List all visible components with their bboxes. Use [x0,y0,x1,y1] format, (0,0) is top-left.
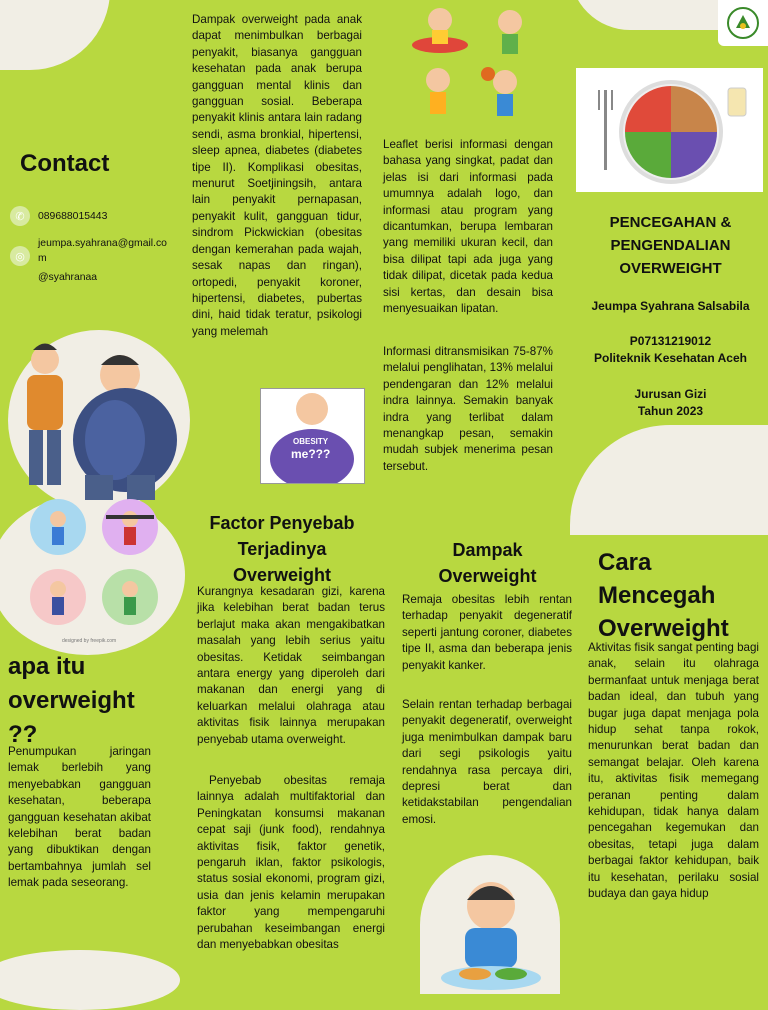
contact-section [15,150,190,295]
apa-itu-text: Penumpukan jaringan lemak berlebih yang menyebabkan gangguan kesehatan, beberapa gangguan kesehatan akibat kelebihan berat badan yang dibuktikan dengan bertambahnya jumlah sel lemak pada seseorang. [8,745,151,890]
factor-text-1: Kurangnya kesadaran gizi, karena jika kelebihan berat badan terus berlajut maka akan mengakibatkan masalah yang lebih serius yaitu obesitas. Ketidak seimbangan antara energy yang diperoleh dari makanan dan energi yang di keluarkan melalui olahraga atau aktivitas fisik lainnya merupakan penyebab utama overweight. [197,585,385,746]
shirt-line-2: me??? [291,447,331,461]
dampak-penyakit-text: Dampak overweight pada anak dapat menimbulkan berbagai penyakit, biasanya gangguan kesehatan pada anak berupa gangguan mental klinis dan gangguan sosial. Beberapa penyakit klinis antara lain radang sendi, asma bronkial, hipertensi, sleep apnea, diabetes (diabetes tipe II). Komplikasi obesitas, menurut Soetjiningsih, antara lain penyakit pernapasan, penyakit kulit, gangguan tidur, sindrom Pickwickian (obesitas dengan kemerahan pada wajah, sesak napas dan ringan), ortopedi, penyakit koroner, hipertensi, diabetes, pubertas dini, haid tidak teratur, psikologi yang melemah [192,13,362,338]
boy-eating-illustration [435,870,547,994]
dampak-text-1: Remaja obesitas lebih rentan terhadap penyakit degeneratif seperti jantung coroner, diabetes tipe II, asma dan beberapa jenis penyakit kanker. [402,593,572,672]
kids-playing-illustration [400,0,540,135]
image-credit: designed by freepik.com [62,638,117,644]
logo-badge [718,0,768,46]
leaflet-info-text: Leaflet berisi informasi dengan bahasa yang singkat, padat dan jelas isi dari informasi pada umumnya adalah logo, dan informasi atau program yang dicantumkan, berupa lembaran yang memiliki ukuran kecil, dan bisa dilipat tapi ada juga yang tidak dilipat, dicetak pada kedua sisi kertas, dan desain bisa menyesuaikan lipatan. [383,138,553,316]
contact-social[interactable]: @syahranaa [38,272,98,283]
factor-title: Factor Penyebab Terjadinya Overweight [209,513,355,585]
decor-blob-top-left [0,0,110,70]
cover-year: Tahun 2023 [637,404,704,418]
contact-email[interactable]: jeumpa.syahrana@gmail.com [38,238,167,264]
decor-blob-bottom-left [0,950,180,1010]
overweight-illustration [15,335,185,500]
cover-department: Jurusan Gizi [634,387,707,401]
healthy-plate-image [576,68,763,192]
obesity-shirt-illustration [260,388,365,484]
transmission-info-text: Informasi ditransmisikan 75-87% melalui penglihatan, 13% melalui pendengaran dan 12% melalui indra lainnya. Semakin banyak indra yang terlibat dalam menangkap pesan, semakin mudah subjek menerima pesan tersebut. [383,345,553,473]
kids-exercise-illustration [20,497,170,637]
shirt-line-1: OBESITY [293,437,329,446]
dampak-title: Dampak Overweight [438,540,537,586]
contact-phone: 089688015443 [38,211,108,222]
decor-blob-mid-right [570,425,768,535]
dampak-text-2: Selain rentan terhadap berbagai penyakit degeneratif, overweight juga menimbulkan dampak baru dari segi psikologis yaitu rendahnya rasa percaya diri, depresi berat dan ketidakstabilan pengendalian emosi. [402,698,572,826]
factor-text-2: Penyebab obesitas remaja lainnya adalah multifaktorial dan Peningkatan konsumsi makanan cepat saji (junk food), rendahnya aktivitas fisik, faktor genetik, pengaruh iklan, faktor psikologis, status sosial ekonomi, program gizi, usia dan jenis kelamin merupakan faktor yang mempengaruhi perubahan keseimbangan energi dan menyebabkan obesitas [197,774,385,952]
cara-title: Cara Mencegah Overweight [598,549,729,642]
cover-institution: Politeknik Kesehatan Aceh [594,351,747,365]
globe-icon: ◎ [10,246,30,266]
contact-title: Contact [20,150,110,177]
cover-author: Jeumpa Syahrana Salsabila [591,299,750,313]
phone-icon: ✆ [10,206,30,226]
apa-itu-title: apa itu overweight ?? [8,653,135,748]
cover-title: PENCEGAHAN & PENGENDALIAN OVERWEIGHT [609,214,732,277]
cover-nim: P07131219012 [629,334,712,348]
cara-text: Aktivitas fisik sangat penting bagi anak, selain itu olahraga bermanfaat untuk menjaga berat badan ideal, dan tubuh yang bugar juga dapat menjaga pola hidup sehat tanpa rokok, menurunkan berat badan dan semangat belajar. Oleh karena itu, aktivitas fisik memegang peranan penting dalam kehidupan, tidak hanya dalam pencegahan kegemukan dan obesitas, tetapi juga dalam berbagai faktor kehidupan, baik itu kesehatan, perilaku sosial budaya dan gaya hidup [588,641,759,901]
contact-phone-row [10,206,190,226]
